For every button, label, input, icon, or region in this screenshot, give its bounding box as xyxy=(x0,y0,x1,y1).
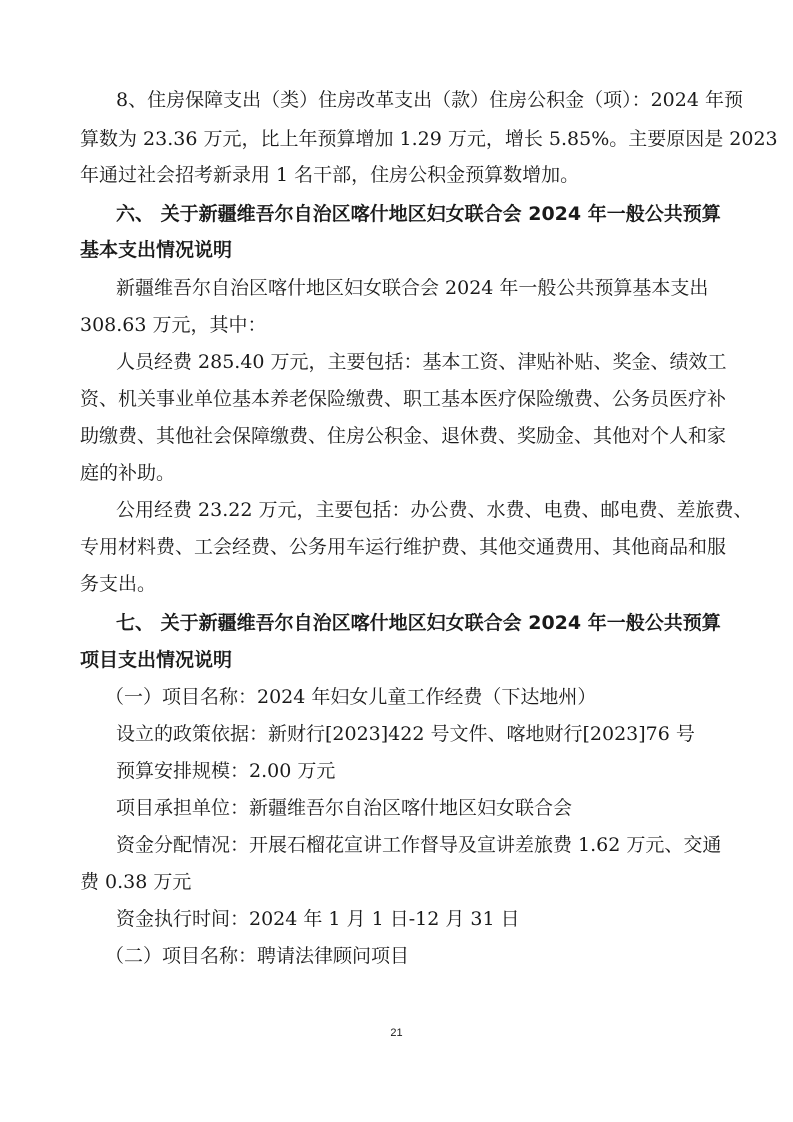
section-heading-six-line2: 基本支出情况说明 xyxy=(80,239,233,261)
project-one-allocation-line2: 费 0.38 万元 xyxy=(80,871,192,893)
section-heading-seven-line2: 项目支出情况说明 xyxy=(80,649,233,671)
para-housing-fund-line2: 算数为 23.36 万元，比上年预算增加 1.29 万元，增长 5.85%。主要原因是 2023 xyxy=(80,128,778,150)
para-housing-fund-line1: 8、住房保障支出（类）住房改革支出（款）住房公积金（项）：2024 年预 xyxy=(116,89,743,111)
para-public-expense-line2: 专用材料费、工会经费、公务用车运行维护费、其他交通费用、其他商品和服 xyxy=(80,536,727,558)
project-one-policy-basis: 设立的政策依据：新财行[2023]422 号文件、喀地财行[2023]76 号 xyxy=(116,723,695,745)
project-one-budget-scale: 预算安排规模：2.00 万元 xyxy=(116,760,336,782)
project-one-name: （一）项目名称：2024 年妇女儿童工作经费（下达地州） xyxy=(105,686,597,708)
section-heading-seven-line1: 七、 关于新疆维吾尔自治区喀什地区妇女联合会 2024 年一般公共预算 xyxy=(116,612,721,634)
para-personnel-line1: 人员经费 285.40 万元，主要包括：基本工资、津贴补贴、奖金、绩效工 xyxy=(116,351,727,373)
project-one-unit: 项目承担单位：新疆维吾尔自治区喀什地区妇女联合会 xyxy=(116,797,573,819)
para-public-expense-line1: 公用经费 23.22 万元，主要包括：办公费、水费、电费、邮电费、差旅费、 xyxy=(116,499,753,521)
page-number: 21 xyxy=(390,1027,403,1039)
para-basic-expense-line2: 308.63 万元，其中： xyxy=(80,314,267,336)
para-public-expense-line3: 务支出。 xyxy=(80,573,157,595)
para-housing-fund-line3: 年通过社会招考新录用 1 名干部，住房公积金预算数增加。 xyxy=(80,164,580,186)
para-personnel-line3: 助缴费、其他社会保障缴费、住房公积金、退休费、奖励金、其他对个人和家 xyxy=(80,425,727,447)
project-two-name: （二）项目名称：聘请法律顾问项目 xyxy=(105,945,410,967)
para-personnel-line4: 庭的补助。 xyxy=(80,462,176,484)
para-basic-expense-line1: 新疆维吾尔自治区喀什地区妇女联合会 2024 年一般公共预算基本支出 xyxy=(116,277,709,299)
section-heading-six-line1: 六、 关于新疆维吾尔自治区喀什地区妇女联合会 2024 年一般公共预算 xyxy=(116,203,721,225)
para-personnel-line2: 资、机关事业单位基本养老保险缴费、职工基本医疗保险缴费、公务员医疗补 xyxy=(80,388,727,410)
project-one-allocation-line1: 资金分配情况：开展石榴花宣讲工作督导及宣讲差旅费 1.62 万元、交通 xyxy=(116,834,722,856)
project-one-execution-time: 资金执行时间：2024 年 1 月 1 日-12 月 31 日 xyxy=(116,908,520,930)
